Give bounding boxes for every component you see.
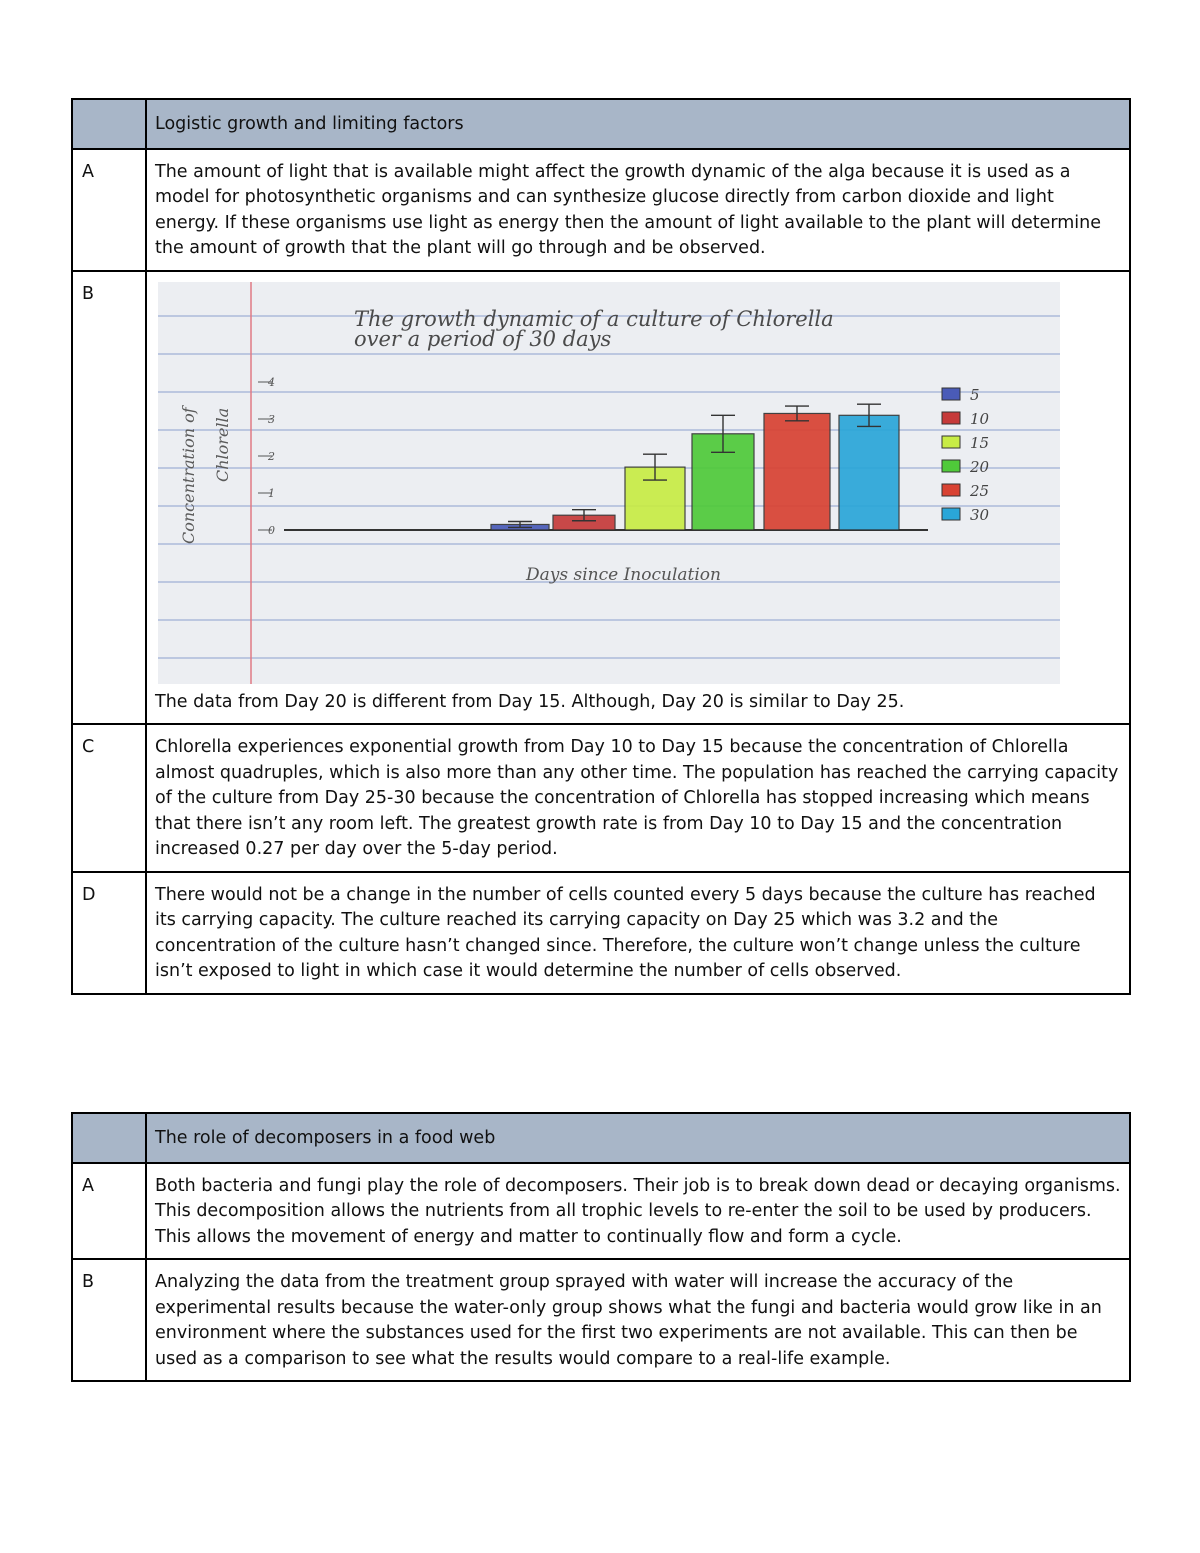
bar: [764, 413, 830, 530]
row-label: D: [72, 872, 146, 994]
y-tick-label: 3: [268, 412, 275, 426]
y-tick-label: 0: [268, 523, 275, 537]
legend-swatch: [942, 460, 960, 472]
bar: [839, 415, 899, 530]
row-label: A: [72, 149, 146, 271]
row-label: B: [72, 1259, 146, 1381]
decomposers-table: [71, 1112, 1131, 1382]
legend-swatch: [942, 484, 960, 496]
table-row: [72, 271, 1130, 725]
legend-swatch: [942, 436, 960, 448]
x-axis-label: Days since Inoculation: [526, 564, 721, 585]
row-label: A: [72, 1163, 146, 1260]
table-title: Logistic growth and limiting factors: [146, 99, 1130, 149]
y-axis-label: Concentration of: [179, 406, 198, 544]
row-label: C: [72, 724, 146, 872]
legend-swatch: [942, 412, 960, 424]
y-tick-label: 1: [268, 486, 275, 500]
chart-title-line: over a period of 30 days: [354, 326, 612, 351]
table-header-row: [72, 1113, 1130, 1163]
row-text: The amount of light that is available might affect the growth dynamic of the alga because it is used as a model for photosynthetic organisms and can synthesize glucose directly from carbon dioxide and light energy. If these organisms use light as energy then the amount of light available to the plant will determine the amount of growth that the plant will go through and be observed.: [146, 149, 1130, 271]
row-text: Chlorella experiences exponential growth from Day 10 to Day 15 because the concentration of Chlorella almost quadruples, which is also more than any other time. The population has reached the carrying capacity of the culture from Day 25-30 because the concentration of Chlorella has stopped increasing which means that there isn’t any room left. The greatest growth rate is from Day 10 to Day 15 and the concentration increased 0.27 per day over the 5-day period.: [146, 724, 1130, 872]
legend-swatch: [942, 388, 960, 400]
table-header-row: [72, 99, 1130, 149]
bar-chart: [158, 282, 1060, 684]
legend-label: 25: [970, 481, 990, 500]
header-blank-cell: [72, 99, 146, 149]
legend-label: 10: [970, 409, 990, 428]
header-blank-cell: [72, 1113, 146, 1163]
table-row: [72, 872, 1130, 994]
legend-label: 15: [970, 433, 990, 452]
table-title: The role of decomposers in a food web: [146, 1113, 1130, 1163]
table-row: [72, 1259, 1130, 1381]
y-tick-label: 4: [268, 375, 275, 389]
chart-title-line: The growth dynamic of a culture of Chlorella: [354, 306, 834, 331]
logistic-growth-table: [71, 98, 1131, 995]
table-row: [72, 1163, 1130, 1260]
legend-label: 20: [970, 457, 990, 476]
row-text: Analyzing the data from the treatment group sprayed with water will increase the accuracy of the experimental results because the water-only group shows what the fungi and bacteria would grow like in an environment where the substances used for the first two experiments are not available. This can then be used as a comparison to see what the results would compare to a real-life example.: [146, 1259, 1130, 1381]
legend-swatch: [942, 508, 960, 520]
legend-label: 30: [970, 505, 990, 524]
table-row: [72, 149, 1130, 271]
table-row: [72, 724, 1130, 872]
y-tick-label: 2: [268, 449, 275, 463]
chart-cell: [146, 271, 1130, 725]
y-axis-label: Chlorella: [213, 407, 232, 482]
chart-photo: [158, 282, 1060, 684]
row-label: B: [72, 271, 146, 725]
legend-label: 5: [970, 385, 980, 404]
row-text: There would not be a change in the number of cells counted every 5 days because the culture has reached its carrying capacity. The culture reached its carrying capacity on Day 25 which was 3.2 and the concentration of the culture hasn’t changed since. Therefore, the culture won’t change unless the culture isn’t exposed to light in which case it would determine the number of cells observed.: [146, 872, 1130, 994]
row-text: Both bacteria and fungi play the role of decomposers. Their job is to break down dead or decaying organisms. This decomposition allows the nutrients from all trophic levels to re-enter the soil to be used by producers. This allows the movement of energy and matter to continually flow and form a cycle.: [146, 1163, 1130, 1260]
chart-caption: The data from Day 20 is different from Day 15. Although, Day 20 is similar to Day 25.: [155, 691, 905, 712]
